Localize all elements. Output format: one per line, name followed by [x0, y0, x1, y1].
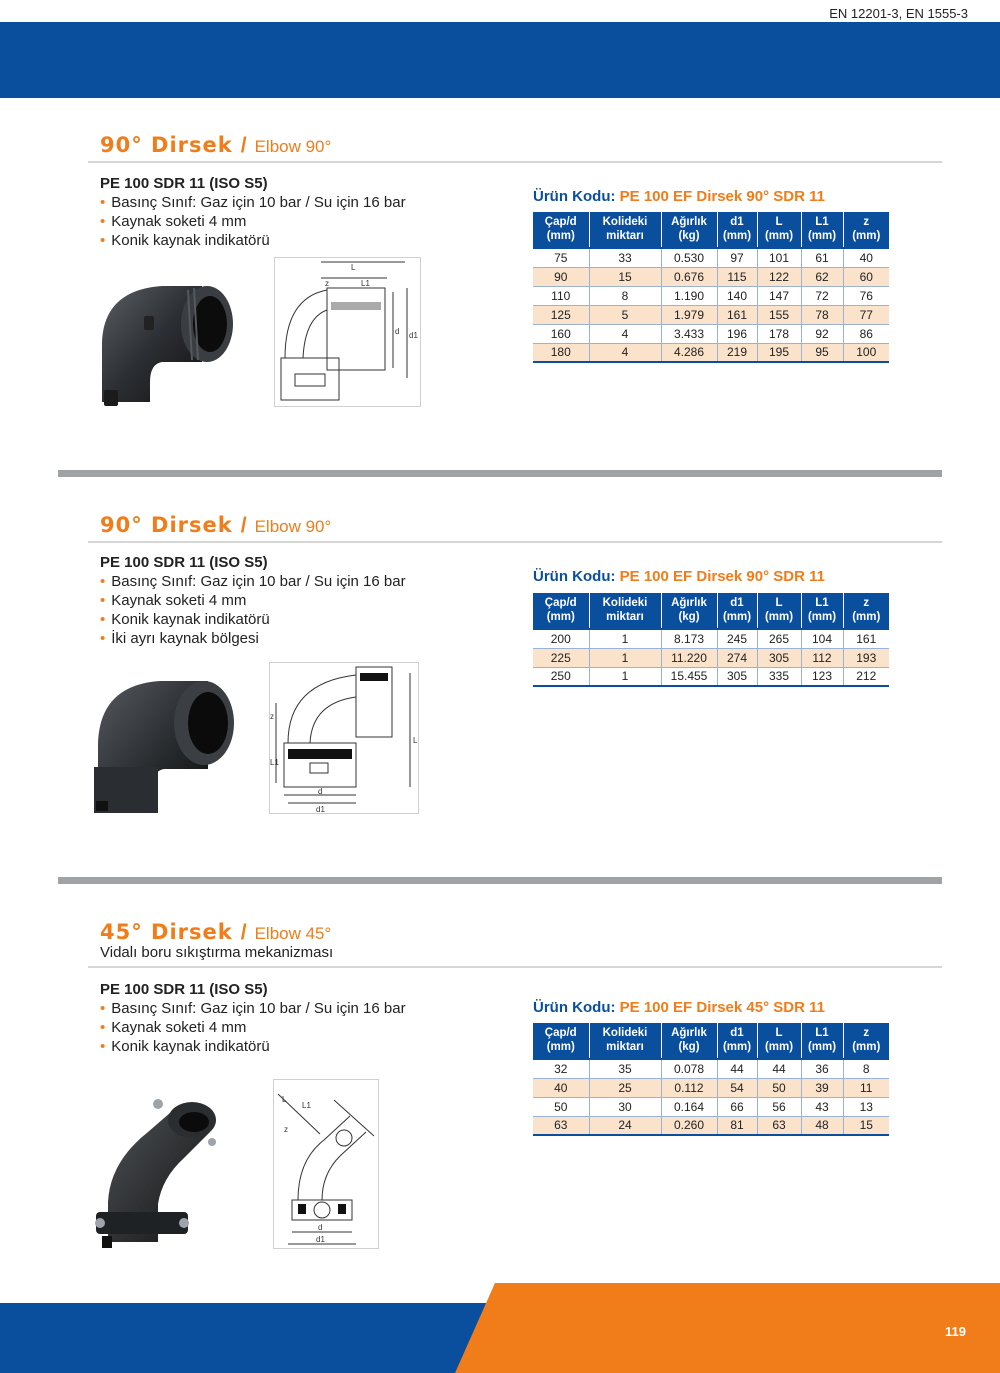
table-header-row: [533, 212, 889, 248]
column-header-line: (mm): [807, 1041, 837, 1053]
table-cell: 15.455: [661, 667, 717, 686]
spec-heading: PE 100 SDR 11 (ISO S5): [100, 981, 268, 998]
title-slash: /: [240, 134, 247, 157]
table-cell: 66: [717, 1097, 757, 1116]
column-header: [533, 1023, 589, 1059]
table-cell: 305: [717, 667, 757, 686]
spec-list: [100, 174, 406, 250]
spec-heading: PE 100 SDR 11 (ISO S5): [100, 175, 268, 192]
table-cell: 8.173: [661, 629, 717, 648]
dim-label: d: [318, 787, 323, 796]
dim-label: L1: [302, 1101, 311, 1110]
table-row: [533, 343, 889, 362]
table-row: [533, 324, 889, 343]
column-header-line: L1: [815, 216, 829, 228]
table-cell: 4.286: [661, 343, 717, 362]
table-cell: 60: [843, 267, 889, 286]
table-cell: 8: [843, 1059, 889, 1078]
table-cell: 25: [589, 1078, 661, 1097]
table-cell: 112: [801, 648, 843, 667]
table-cell: 123: [801, 667, 843, 686]
table-cell: 90: [533, 267, 589, 286]
page-number: 119: [945, 1324, 966, 1339]
column-header: [801, 1023, 843, 1059]
table-cell: 100: [843, 343, 889, 362]
spec-list: [100, 980, 406, 1056]
dim-label: d1: [316, 1235, 325, 1244]
column-header-line: (mm): [764, 230, 794, 242]
spec-item: • Konik kaynak indikatörü: [100, 610, 406, 629]
column-header: [717, 1023, 757, 1059]
dimensions-table: [533, 1023, 889, 1136]
table-cell: 72: [801, 286, 843, 305]
table-row: [533, 1116, 889, 1135]
table-row: [533, 667, 889, 686]
table-cell: 212: [843, 667, 889, 686]
column-header-line: (mm): [722, 1041, 752, 1053]
table-cell: 0.676: [661, 267, 717, 286]
table-cell: 43: [801, 1097, 843, 1116]
section-subtitle: Vidalı boru sıkıştırma mekanizması: [100, 944, 334, 961]
column-header: [533, 593, 589, 629]
table-cell: 30: [589, 1097, 661, 1116]
table-cell: 35: [589, 1059, 661, 1078]
table-cell: 78: [801, 305, 843, 324]
table-row: [533, 267, 889, 286]
column-header-line: Ağırlık: [671, 597, 707, 609]
table-row: [533, 648, 889, 667]
section-separator: [58, 877, 942, 884]
table-cell: 76: [843, 286, 889, 305]
table-cell: 193: [843, 648, 889, 667]
title-en: Elbow 90°: [254, 517, 332, 536]
dim-label: L: [351, 263, 356, 272]
column-header-line: z: [863, 216, 870, 228]
column-header-line: miktarı: [606, 230, 644, 242]
product-photo: [92, 272, 237, 412]
table-row: [533, 305, 889, 324]
table-cell: 40: [843, 248, 889, 267]
table-cell: 250: [533, 667, 589, 686]
footer-band: [0, 1283, 1000, 1373]
column-header: [801, 593, 843, 629]
column-header-line: L1: [815, 1027, 829, 1039]
table-cell: 0.530: [661, 248, 717, 267]
table-cell: 92: [801, 324, 843, 343]
spec-item: • Konik kaynak indikatörü: [100, 1037, 406, 1056]
column-header-line: L: [775, 597, 783, 609]
table-cell: 1: [589, 667, 661, 686]
spec-item: • Kaynak soketi 4 mm: [100, 1018, 406, 1037]
column-header-line: (mm): [546, 230, 575, 242]
table-cell: 39: [801, 1078, 843, 1097]
title-tr: 90° Dirsek: [100, 133, 233, 157]
column-header: [661, 593, 717, 629]
column-header: [757, 212, 801, 248]
column-header: [801, 212, 843, 248]
header-band: [0, 22, 1000, 98]
column-header-line: (mm): [764, 1041, 794, 1053]
dim-label: L: [282, 1095, 287, 1104]
table-cell: 125: [533, 305, 589, 324]
section-title: [100, 513, 331, 538]
table-cell: 62: [801, 267, 843, 286]
table-cell: 161: [717, 305, 757, 324]
column-header: [589, 593, 661, 629]
column-header-line: d1: [730, 216, 744, 228]
column-header-line: (mm): [546, 611, 575, 623]
column-header: [533, 212, 589, 248]
table-cell: 3.433: [661, 324, 717, 343]
table-cell: 97: [717, 248, 757, 267]
table-header-row: [533, 593, 889, 629]
column-header: [589, 1023, 661, 1059]
table-cell: 48: [801, 1116, 843, 1135]
column-header-line: Çap/d: [544, 216, 577, 228]
table-cell: 15: [589, 267, 661, 286]
section-separator: [58, 470, 942, 477]
column-header-line: (mm): [807, 611, 837, 623]
product-code-value: PE 100 EF Dirsek 90° SDR 11: [619, 568, 825, 585]
table-cell: 50: [533, 1097, 589, 1116]
title-tr: 45° Dirsek: [100, 920, 233, 944]
table-cell: 11: [843, 1078, 889, 1097]
column-header-line: Çap/d: [544, 1027, 577, 1039]
title-en: Elbow 90°: [254, 137, 332, 156]
column-header-line: Kolideki: [602, 597, 648, 609]
title-tr: 90° Dirsek: [100, 513, 233, 537]
table-cell: 1: [589, 629, 661, 648]
table-cell: 86: [843, 324, 889, 343]
product-code: [533, 188, 825, 205]
technical-drawing: [274, 257, 421, 407]
column-header: [717, 212, 757, 248]
table-cell: 0.260: [661, 1116, 717, 1135]
title-en: Elbow 45°: [254, 924, 332, 943]
column-header: [717, 593, 757, 629]
table-cell: 8: [589, 286, 661, 305]
spec-item: • İki ayrı kaynak bölgesi: [100, 629, 406, 648]
product-code-value: PE 100 EF Dirsek 90° SDR 11: [619, 188, 825, 205]
section-title: [100, 133, 331, 158]
table-cell: 245: [717, 629, 757, 648]
product-photo: [88, 673, 234, 815]
table-cell: 61: [801, 248, 843, 267]
table-cell: 195: [757, 343, 801, 362]
column-header-line: (mm): [852, 230, 881, 242]
table-cell: 200: [533, 629, 589, 648]
table-cell: 95: [801, 343, 843, 362]
column-header-line: z: [863, 1027, 870, 1039]
column-header-line: miktarı: [606, 1041, 644, 1053]
table-cell: 63: [757, 1116, 801, 1135]
dim-label: L: [413, 736, 418, 745]
dim-label: d1: [316, 805, 325, 814]
dimensions-table: [533, 212, 889, 363]
table-cell: 196: [717, 324, 757, 343]
table-row: [533, 248, 889, 267]
section-title: [100, 920, 331, 945]
dim-label: z: [325, 279, 329, 288]
spec-list: [100, 553, 406, 648]
column-header-line: (mm): [764, 611, 794, 623]
column-header-line: (mm): [722, 230, 752, 242]
table-cell: 4: [589, 343, 661, 362]
dim-label: z: [270, 712, 274, 721]
column-header-line: L1: [815, 597, 829, 609]
product-code-label: Ürün Kodu:: [533, 999, 616, 1016]
column-header-line: miktarı: [606, 611, 644, 623]
table-cell: 265: [757, 629, 801, 648]
column-header: [589, 212, 661, 248]
table-cell: 160: [533, 324, 589, 343]
column-header: [661, 1023, 717, 1059]
table-cell: 225: [533, 648, 589, 667]
table-cell: 305: [757, 648, 801, 667]
product-code: [533, 999, 825, 1016]
table-cell: 15: [843, 1116, 889, 1135]
table-cell: 32: [533, 1059, 589, 1078]
dim-label: d1: [409, 331, 418, 340]
table-header-row: [533, 1023, 889, 1059]
title-rule: [88, 541, 942, 543]
dimensions-table: [533, 593, 889, 687]
product-code: [533, 568, 825, 585]
technical-drawing: [269, 662, 419, 814]
column-header: [757, 593, 801, 629]
title-slash: /: [240, 921, 247, 944]
column-header-line: d1: [730, 597, 744, 609]
spec-heading: PE 100 SDR 11 (ISO S5): [100, 554, 268, 571]
table-cell: 24: [589, 1116, 661, 1135]
column-header-line: Ağırlık: [671, 216, 707, 228]
dim-label: L1: [270, 758, 279, 767]
title-slash: /: [240, 514, 247, 537]
spec-item: • Basınç Sınıf: Gaz için 10 bar / Su için 16 bar: [100, 999, 406, 1018]
table-cell: 63: [533, 1116, 589, 1135]
dim-label: d: [395, 327, 400, 336]
column-header-line: d1: [730, 1027, 744, 1039]
table-cell: 75: [533, 248, 589, 267]
column-header-line: z: [863, 597, 870, 609]
column-header-line: (mm): [722, 611, 752, 623]
table-row: [533, 286, 889, 305]
table-cell: 161: [843, 629, 889, 648]
table-cell: 33: [589, 248, 661, 267]
spec-item: • Konik kaynak indikatörü: [100, 231, 406, 250]
column-header: [661, 212, 717, 248]
column-header-line: L: [775, 216, 783, 228]
table-cell: 4: [589, 324, 661, 343]
table-cell: 44: [757, 1059, 801, 1078]
technical-drawing: [273, 1079, 379, 1249]
table-cell: 11.220: [661, 648, 717, 667]
table-row: [533, 629, 889, 648]
column-header-line: (kg): [678, 611, 700, 623]
table-cell: 140: [717, 286, 757, 305]
product-code-label: Ürün Kodu:: [533, 188, 616, 205]
table-cell: 77: [843, 305, 889, 324]
table-cell: 122: [757, 267, 801, 286]
table-cell: 1.190: [661, 286, 717, 305]
column-header-line: (mm): [546, 1041, 575, 1053]
table-cell: 274: [717, 648, 757, 667]
column-header-line: Çap/d: [544, 597, 577, 609]
column-header: [843, 212, 889, 248]
column-header-line: L: [775, 1027, 783, 1039]
table-cell: 54: [717, 1078, 757, 1097]
title-rule: [88, 966, 942, 968]
table-cell: 56: [757, 1097, 801, 1116]
table-cell: 178: [757, 324, 801, 343]
table-row: [533, 1097, 889, 1116]
spec-item: • Kaynak soketi 4 mm: [100, 591, 406, 610]
table-cell: 155: [757, 305, 801, 324]
product-code-value: PE 100 EF Dirsek 45° SDR 11: [619, 999, 825, 1016]
table-row: [533, 1059, 889, 1078]
column-header-line: Kolideki: [602, 216, 648, 228]
table-cell: 50: [757, 1078, 801, 1097]
column-header-line: (mm): [852, 1041, 881, 1053]
table-cell: 1.979: [661, 305, 717, 324]
product-photo: [88, 1092, 218, 1252]
table-cell: 0.112: [661, 1078, 717, 1097]
table-cell: 40: [533, 1078, 589, 1097]
table-cell: 219: [717, 343, 757, 362]
column-header-line: Kolideki: [602, 1027, 648, 1039]
table-cell: 13: [843, 1097, 889, 1116]
column-header: [843, 1023, 889, 1059]
table-cell: 5: [589, 305, 661, 324]
column-header-line: Ağırlık: [671, 1027, 707, 1039]
column-header-line: (mm): [852, 611, 881, 623]
table-cell: 1: [589, 648, 661, 667]
spec-item: • Basınç Sınıf: Gaz için 10 bar / Su için 16 bar: [100, 193, 406, 212]
column-header: [757, 1023, 801, 1059]
product-code-label: Ürün Kodu:: [533, 568, 616, 585]
dim-label: z: [284, 1125, 288, 1134]
table-cell: 81: [717, 1116, 757, 1135]
table-cell: 101: [757, 248, 801, 267]
spec-item: • Kaynak soketi 4 mm: [100, 212, 406, 231]
table-cell: 104: [801, 629, 843, 648]
table-cell: 335: [757, 667, 801, 686]
title-rule: [88, 161, 942, 163]
column-header-line: (kg): [678, 1041, 700, 1053]
table-row: [533, 1078, 889, 1097]
table-cell: 180: [533, 343, 589, 362]
table-cell: 110: [533, 286, 589, 305]
table-cell: 44: [717, 1059, 757, 1078]
column-header-line: (kg): [678, 230, 700, 242]
table-cell: 36: [801, 1059, 843, 1078]
dim-label: d: [318, 1223, 323, 1232]
table-cell: 147: [757, 286, 801, 305]
column-header-line: (mm): [807, 230, 837, 242]
dim-label: L1: [361, 279, 370, 288]
table-cell: 0.164: [661, 1097, 717, 1116]
table-cell: 0.078: [661, 1059, 717, 1078]
column-header: [843, 593, 889, 629]
spec-item: • Basınç Sınıf: Gaz için 10 bar / Su için 16 bar: [100, 572, 406, 591]
standards-label: EN 12201-3, EN 1555-3: [829, 6, 968, 21]
table-cell: 115: [717, 267, 757, 286]
